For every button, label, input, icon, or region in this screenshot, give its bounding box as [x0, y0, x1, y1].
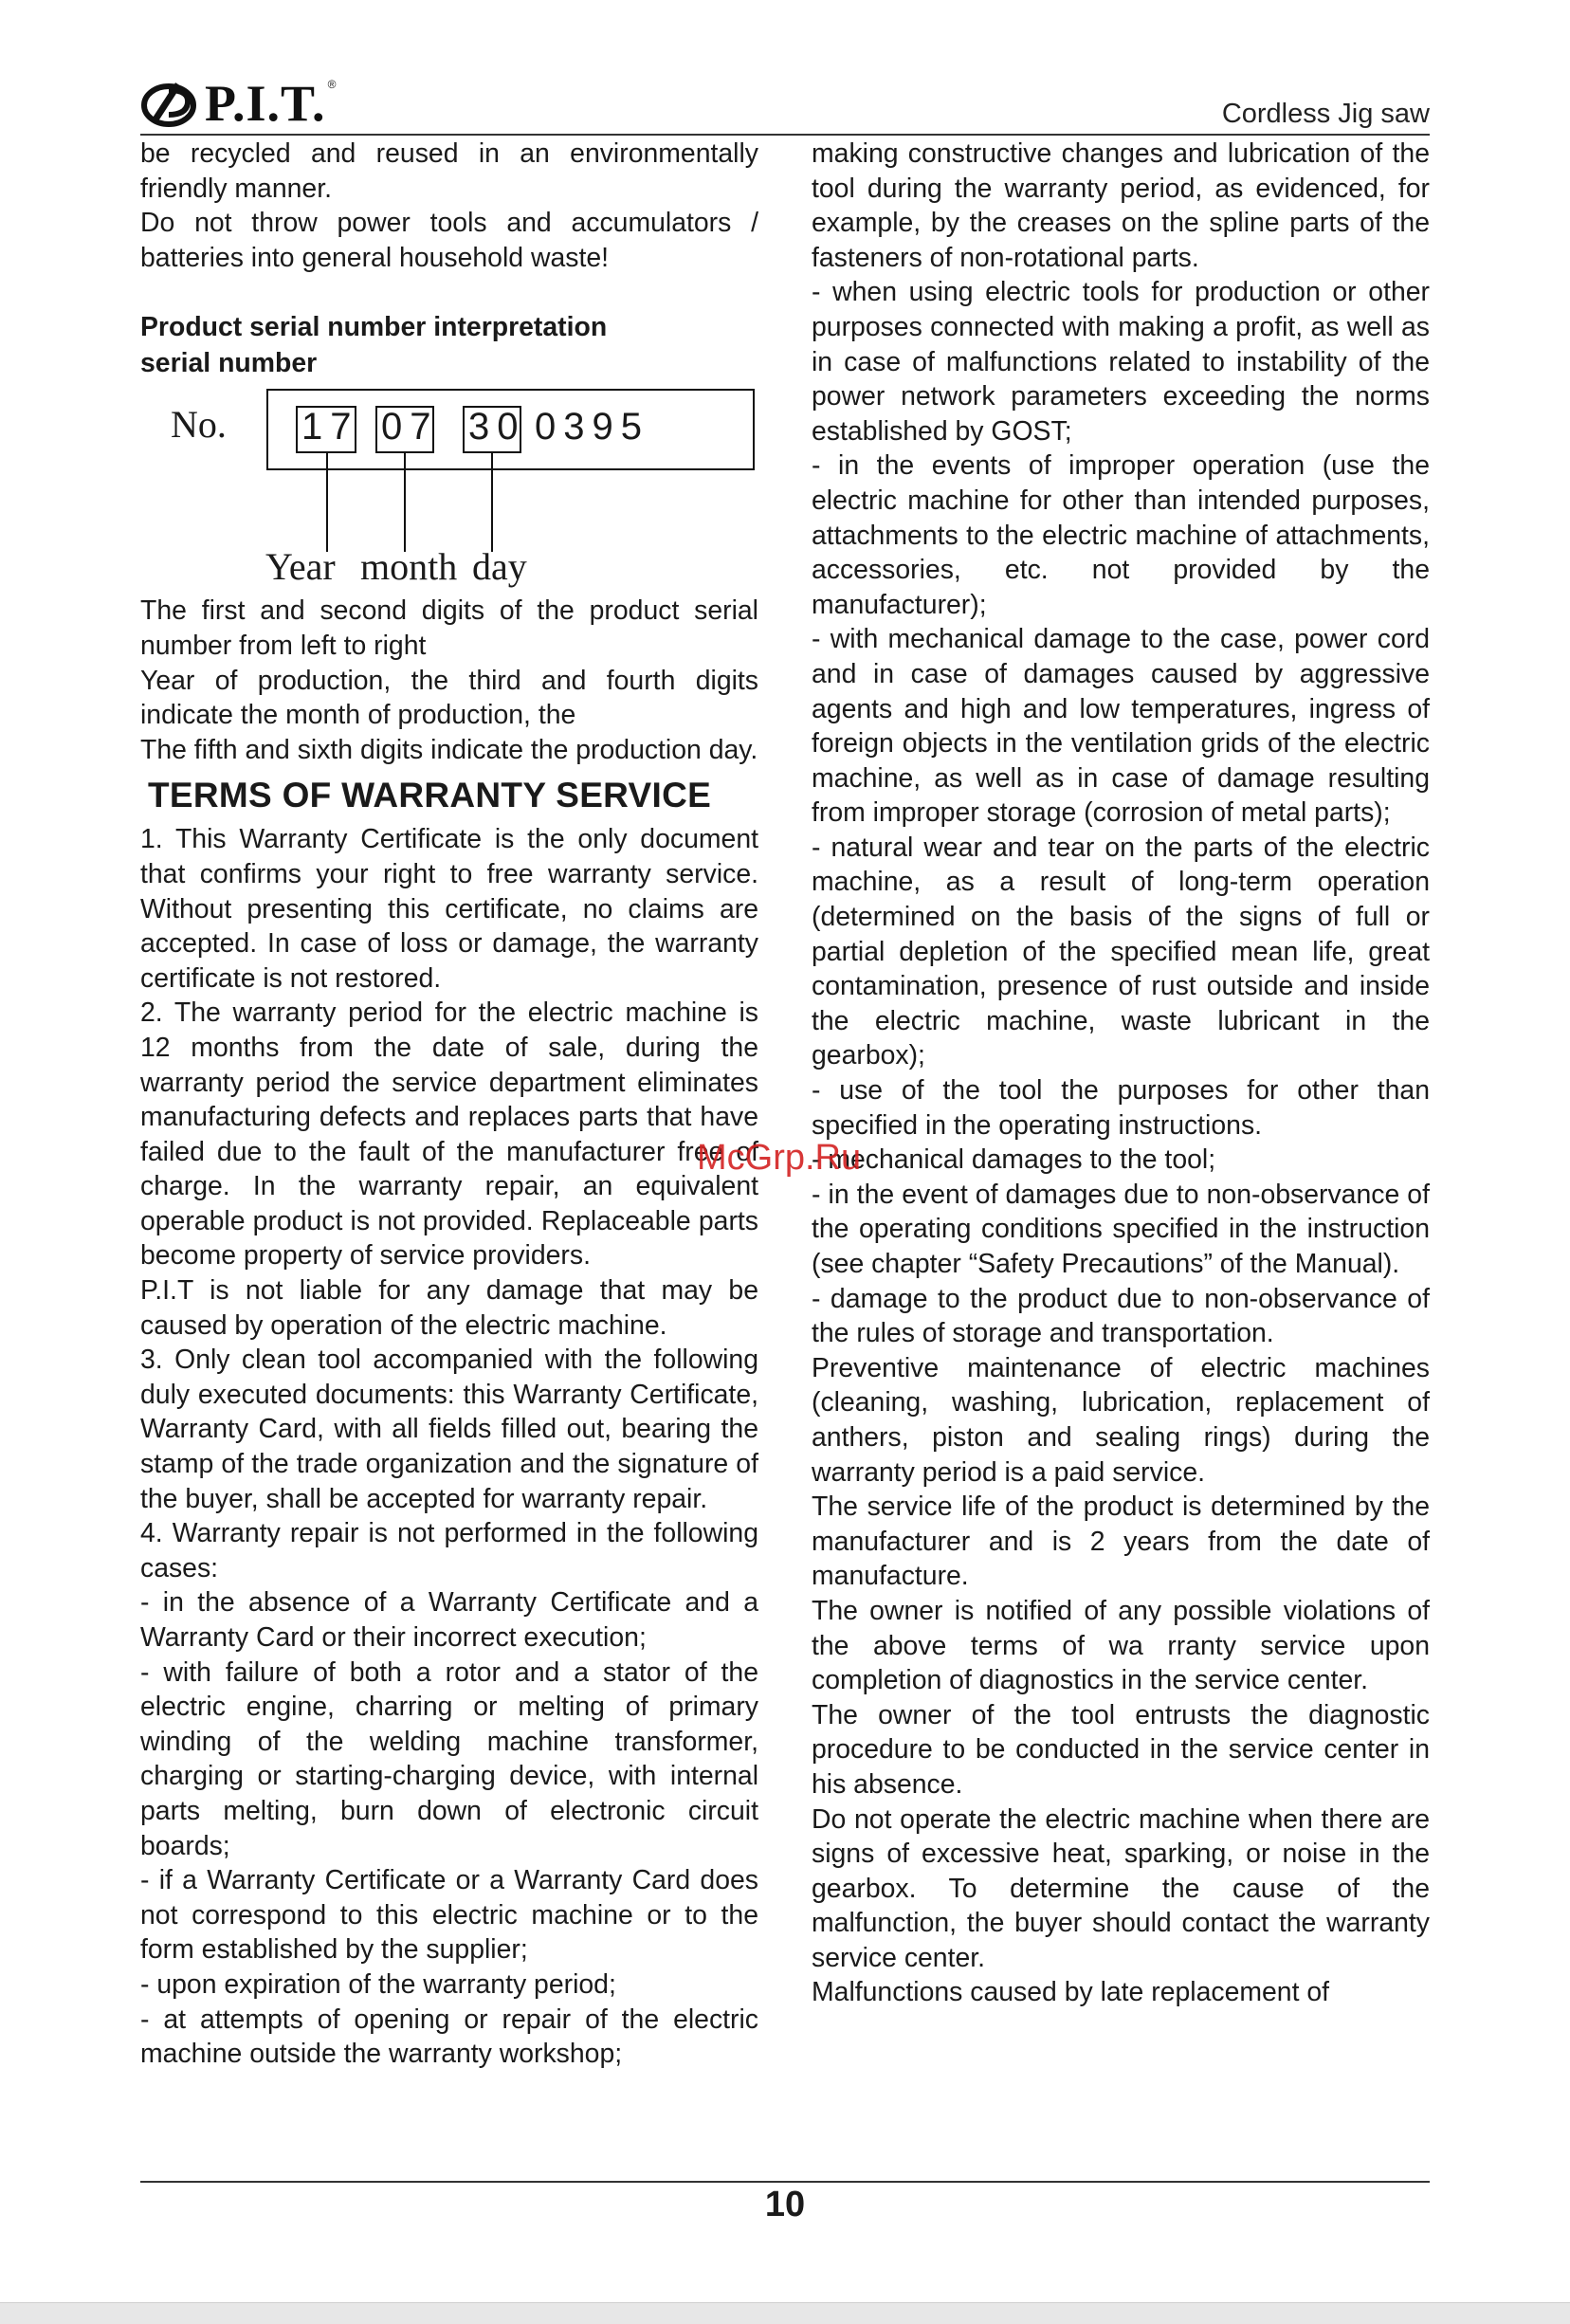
bottom-edge-band: [0, 2302, 1570, 2324]
paragraph: The fifth and sixth digits indicate the production day.: [140, 734, 758, 765]
list-item: - use of the tool the purposes for other than specified in the operating instructions.: [812, 1075, 1430, 1141]
list-item: - in the absence of a Warranty Certificate and a Warranty Card or their incorrect execution;: [140, 1587, 758, 1653]
logo-text: P.I.T.: [205, 75, 326, 132]
paragraph: 3. Only clean tool accompanied with the following duly executed documents: this Warranty Certificate, Warranty Card, with all fields filled out, bearing the stamp of the trade organization and the signature of the buyer, shall be accepted for warranty repair.: [140, 1345, 758, 1514]
paragraph: 1. This Warranty Certificate is the only document that confirms your right to free warranty service. Without presenting this certificate, no claims are accepted. In case of loss or damage, the warranty certificate is not restored.: [140, 824, 758, 994]
year-pointer-line: [326, 453, 328, 552]
day-pointer-line: [491, 453, 493, 552]
paragraph: Malfunctions caused by late replacement of: [812, 1977, 1330, 2008]
paragraph: Do not operate the electric machine when there are signs of excessive heat, sparking, or noise in the gearbox. To determine the cause of the malfunction, the buyer should contact the warranty service center.: [812, 1803, 1430, 1973]
list-item: - with failure of both a rotor and a stator of the electric engine, charring or melting of primary winding of the welding machine transformer, charging or starting-charging device, with internal parts melting, burn down of electronic circuit boards;: [140, 1656, 758, 1861]
registered-mark: ®: [327, 78, 337, 91]
paragraph: The service life of the product is determined by the manufacturer and is 2 years from the date of manufacture.: [812, 1491, 1430, 1592]
serial-no-label: No.: [171, 403, 227, 447]
left-column: [140, 137, 758, 2072]
section-heading: TERMS OF WARRANTY SERVICE: [148, 776, 712, 815]
serial-heading: Product serial number interpretation: [140, 312, 608, 343]
right-column: [812, 137, 1430, 2010]
month-pointer-line: [404, 453, 406, 552]
list-item: - damage to the product due to non-observance of the rules of storage and transportation.: [812, 1283, 1430, 1349]
header-divider: [140, 134, 1430, 136]
paragraph: The owner of the tool entrusts the diagnostic procedure to be conducted in the service center in his absence.: [812, 1699, 1430, 1800]
serial-year-digits: 17: [301, 406, 359, 448]
serial-subheading: serial number: [140, 348, 318, 379]
spacer: [140, 275, 758, 309]
month-label: month: [360, 545, 458, 589]
year-label: Year: [265, 545, 336, 589]
serial-rest-digits: 0395: [535, 406, 649, 448]
serial-number-diagram: [140, 381, 758, 594]
footer-divider: [140, 2181, 1430, 2183]
paragraph: 2. The warranty period for the electric machine is 12 months from the date of sale, during the warranty period the service department eliminates manufacturing defects and replaces parts that have failed due to the fault of the manufacturer free of charge. In the warranty repair, an equivalent operable product is not provided. Replaceable parts become property of service providers.: [140, 997, 758, 1272]
list-item: - in the event of damages due to non-observance of the operating conditions specified in the instruction (see chapter “Safety Precautions” of the Manual).: [812, 1179, 1430, 1279]
paragraph: Do not throw power tools and accumulators / batteries into general household waste!: [140, 208, 758, 273]
pit-logo: [140, 74, 336, 133]
list-item: - if a Warranty Certificate or a Warranty Card does not correspond to this electric machine or to the form established by the supplier;: [140, 1865, 758, 1966]
list-item: - with mechanical damage to the case, power cord and in case of damages caused by aggressive agents and high and low temperatures, ingress of foreign objects in the ventilation grids of the electric machine, as well as in case of damage resulting from improper storage (corrosion of metal parts);: [812, 624, 1430, 829]
watermark: McGrp.Ru: [697, 1138, 862, 1178]
paragraph: Year of production, the third and fourth digits indicate the month of production, the: [140, 665, 758, 731]
page-header: [140, 74, 1430, 133]
paragraph: Preventive maintenance of electric machines (cleaning, washing, lubrication, replacement of anthers, piston and sealing rings) during the warranty period is a paid service.: [812, 1352, 1430, 1488]
pit-logo-mark-icon: [140, 79, 201, 128]
document-title: Cordless Jig saw: [1221, 99, 1430, 129]
paragraph: be recycled and reused in an environmentally friendly manner.: [140, 138, 758, 204]
paragraph: 4. Warranty repair is not performed in the following cases:: [140, 1518, 758, 1583]
list-item: - in the events of improper operation (use the electric machine for other than intended purposes, attachments to the electric machine of attachments, accessories, etc. not provided by the manufacturer);: [812, 450, 1430, 620]
paragraph: The first and second digits of the product serial number from left to right: [140, 595, 758, 661]
list-item: - upon expiration of the warranty period;: [140, 1968, 616, 2000]
paragraph: making constructive changes and lubrication of the tool during the warranty period, as evidenced, for example, by the creases on the spline parts of the fasteners of non-rotational parts.: [812, 138, 1430, 273]
list-item: - when using electric tools for production or other purposes connected with making a profit, as well as in case of malfunctions related to instability of the power network parameters exceeding the norms established by GOST;: [812, 277, 1430, 447]
paragraph: P.I.T is not liable for any damage that may be caused by operation of the electric machine.: [140, 1275, 758, 1341]
serial-month-digits: 07: [381, 406, 439, 448]
list-item: - natural wear and tear on the parts of the electric machine, as a result of long-term operation (determined on the basis of the signs of full or partial depletion of the specified mean life, great contamination, presence of rust outside and inside the electric machine, waste lubricant in the gearbox);: [812, 832, 1430, 1071]
paragraph: The owner is notified of any possible violations of the above terms of wa rranty service upon completion of diagnostics in the service center.: [812, 1595, 1430, 1696]
day-label: day: [472, 545, 527, 589]
list-item: - at attempts of opening or repair of the electric machine outside the warranty workshop;: [140, 2004, 758, 2070]
page-number: 10: [764, 2185, 806, 2224]
serial-day-digits: 30: [468, 406, 526, 448]
list-item: - mechanical damages to the tool;: [812, 1144, 1216, 1176]
